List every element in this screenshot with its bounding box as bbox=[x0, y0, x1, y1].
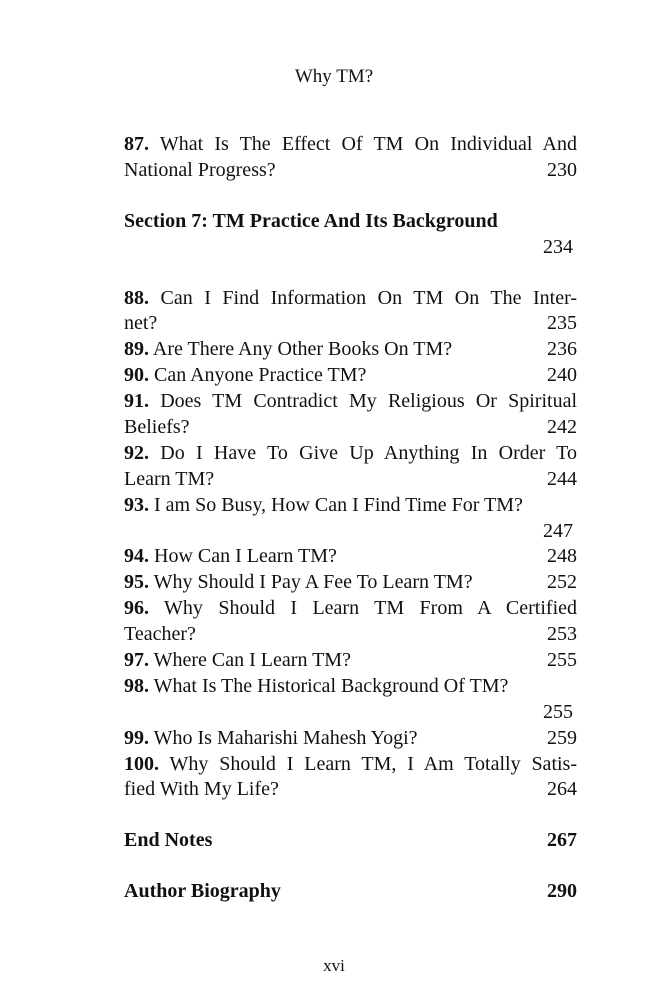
table-of-contents bbox=[124, 132, 577, 905]
toc-entry bbox=[124, 286, 577, 338]
entry-title: Why Should I Pay A Fee To Learn TM? bbox=[153, 571, 473, 594]
toc-entry bbox=[124, 493, 577, 545]
page-number: xvi bbox=[323, 956, 345, 975]
entry-title: Why Should I Learn TM, I Am Totally Satis- bbox=[169, 752, 577, 775]
entry-page-number: 248 bbox=[547, 545, 577, 568]
entry-number: 92. bbox=[124, 441, 149, 464]
toc-line bbox=[124, 363, 577, 389]
entry-title: What Is The Historical Background Of TM? bbox=[153, 674, 509, 697]
entry-title: Can Anyone Practice TM? bbox=[154, 364, 367, 387]
entry-title: I am So Busy, How Can I Find Time For TM? bbox=[154, 493, 523, 516]
toc-line bbox=[124, 158, 577, 184]
toc-line bbox=[124, 311, 577, 337]
entry-page-number: 244 bbox=[547, 467, 577, 490]
entry-page-number: 242 bbox=[547, 416, 577, 439]
entry-title-text bbox=[124, 363, 366, 389]
entry-number: 100. bbox=[124, 752, 159, 775]
entry-page-number: 264 bbox=[547, 778, 577, 801]
toc-entry bbox=[124, 596, 577, 648]
entry-title: Why Should I Learn TM From A Certified bbox=[164, 597, 577, 620]
entry-number: 97. bbox=[124, 649, 149, 672]
toc-line bbox=[124, 132, 577, 158]
entry-title-text bbox=[124, 158, 276, 184]
toc-line bbox=[124, 209, 577, 235]
entry-page-number: 253 bbox=[547, 623, 577, 646]
toc-line bbox=[124, 235, 577, 261]
entry-page-number: 255 bbox=[543, 700, 573, 723]
entry-title-text bbox=[124, 544, 337, 570]
entry-title-text bbox=[124, 675, 508, 697]
toc-line bbox=[124, 752, 577, 778]
toc-line bbox=[124, 726, 577, 752]
entry-title-text bbox=[124, 287, 577, 309]
entry-title: Learn TM? bbox=[124, 467, 215, 490]
entry-number: 98. bbox=[124, 674, 149, 697]
toc-entry bbox=[124, 441, 577, 493]
toc-entry bbox=[124, 544, 577, 570]
entry-title: What Is The Effect Of TM On Individual And bbox=[159, 133, 577, 155]
toc-entry bbox=[124, 132, 577, 184]
toc-line bbox=[124, 337, 577, 363]
entry-title: Who Is Maharishi Mahesh Yogi? bbox=[153, 726, 418, 749]
entry-title: Author Biography bbox=[124, 880, 281, 903]
entry-title: Are There Any Other Books On TM? bbox=[152, 338, 453, 361]
entry-number: 91. bbox=[124, 390, 149, 413]
entry-title-text bbox=[124, 753, 577, 775]
entry-title-text bbox=[124, 828, 212, 854]
toc-entry bbox=[124, 337, 577, 363]
entry-title-text bbox=[124, 597, 577, 619]
entry-title-text bbox=[124, 879, 281, 905]
toc-entry bbox=[124, 674, 577, 726]
entry-title: National Progress? bbox=[124, 158, 276, 181]
entry-number: 88. bbox=[124, 286, 149, 309]
entry-number: 93. bbox=[124, 493, 149, 516]
toc-line bbox=[124, 286, 577, 312]
toc-line bbox=[124, 674, 577, 700]
entry-title-text bbox=[124, 415, 190, 441]
entry-number: 90. bbox=[124, 364, 149, 387]
entry-title-text bbox=[124, 494, 523, 516]
running-header: Why TM? bbox=[294, 66, 374, 87]
entry-page-number: 235 bbox=[547, 312, 577, 335]
entry-number: 94. bbox=[124, 545, 149, 568]
entry-number: 95. bbox=[124, 571, 149, 594]
entry-page-number: 240 bbox=[547, 364, 577, 387]
toc-line bbox=[124, 879, 577, 905]
entry-title: Where Can I Learn TM? bbox=[153, 649, 351, 672]
entry-title: Can I Find Information On TM On The Inter- bbox=[160, 286, 577, 309]
entry-title-text bbox=[124, 133, 577, 155]
entry-title: How Can I Learn TM? bbox=[154, 545, 337, 568]
toc-line bbox=[124, 493, 577, 519]
toc-line bbox=[124, 467, 577, 493]
toc-line bbox=[124, 700, 577, 726]
entry-title-text bbox=[124, 726, 418, 752]
entry-page-number: 259 bbox=[547, 726, 577, 749]
entry-title-text bbox=[124, 311, 157, 337]
toc-line bbox=[124, 389, 577, 415]
toc-line bbox=[124, 777, 577, 803]
entry-title: fied With My Life? bbox=[124, 778, 279, 801]
entry-number: 89. bbox=[124, 338, 149, 361]
toc-entry bbox=[124, 389, 577, 441]
entry-title: Do I Have To Give Up Anything In Order To bbox=[160, 441, 577, 464]
entry-page-number: 252 bbox=[547, 571, 577, 594]
entry-number: 87. bbox=[124, 133, 149, 155]
toc-section-entry bbox=[124, 209, 577, 261]
toc-line bbox=[124, 596, 577, 622]
entry-title: End Notes bbox=[124, 829, 213, 852]
toc-section-entry bbox=[124, 879, 577, 905]
toc-line bbox=[124, 622, 577, 648]
entry-title: Does TM Contradict My Religious Or Spiritual bbox=[160, 390, 577, 413]
entry-title-text bbox=[124, 467, 214, 493]
entry-title: net? bbox=[124, 312, 158, 335]
entry-page-number: 255 bbox=[547, 649, 577, 672]
entry-number: 96. bbox=[124, 597, 149, 620]
entry-title-text bbox=[124, 442, 577, 464]
toc-entry bbox=[124, 648, 577, 674]
entry-title-text bbox=[124, 390, 577, 412]
toc-section-entry bbox=[124, 828, 577, 854]
toc-entry bbox=[124, 726, 577, 752]
entry-page-number: 247 bbox=[543, 519, 573, 542]
entry-title: Section 7: TM Practice And Its Background bbox=[124, 209, 498, 232]
toc-line bbox=[124, 415, 577, 441]
entry-title-text bbox=[124, 622, 196, 648]
toc-entry bbox=[124, 363, 577, 389]
entry-number: 99. bbox=[124, 726, 149, 749]
toc-line bbox=[124, 570, 577, 596]
entry-title-text bbox=[124, 570, 473, 596]
toc-line bbox=[124, 828, 577, 854]
entry-page-number: 236 bbox=[547, 338, 577, 361]
toc-line bbox=[124, 519, 577, 545]
entry-page-number: 230 bbox=[547, 158, 577, 181]
entry-page-number: 267 bbox=[547, 829, 577, 852]
toc-entry bbox=[124, 570, 577, 596]
entry-page-number: 234 bbox=[543, 235, 573, 258]
toc-entry bbox=[124, 752, 577, 804]
entry-title: Teacher? bbox=[124, 623, 196, 646]
entry-title-text bbox=[124, 337, 452, 363]
toc-line bbox=[124, 441, 577, 467]
entry-title-text bbox=[124, 210, 498, 232]
entry-page-number: 290 bbox=[547, 880, 577, 903]
entry-title-text bbox=[124, 648, 351, 674]
toc-line bbox=[124, 544, 577, 570]
entry-title: Beliefs? bbox=[124, 416, 190, 439]
toc-line bbox=[124, 648, 577, 674]
entry-title-text bbox=[124, 777, 279, 803]
